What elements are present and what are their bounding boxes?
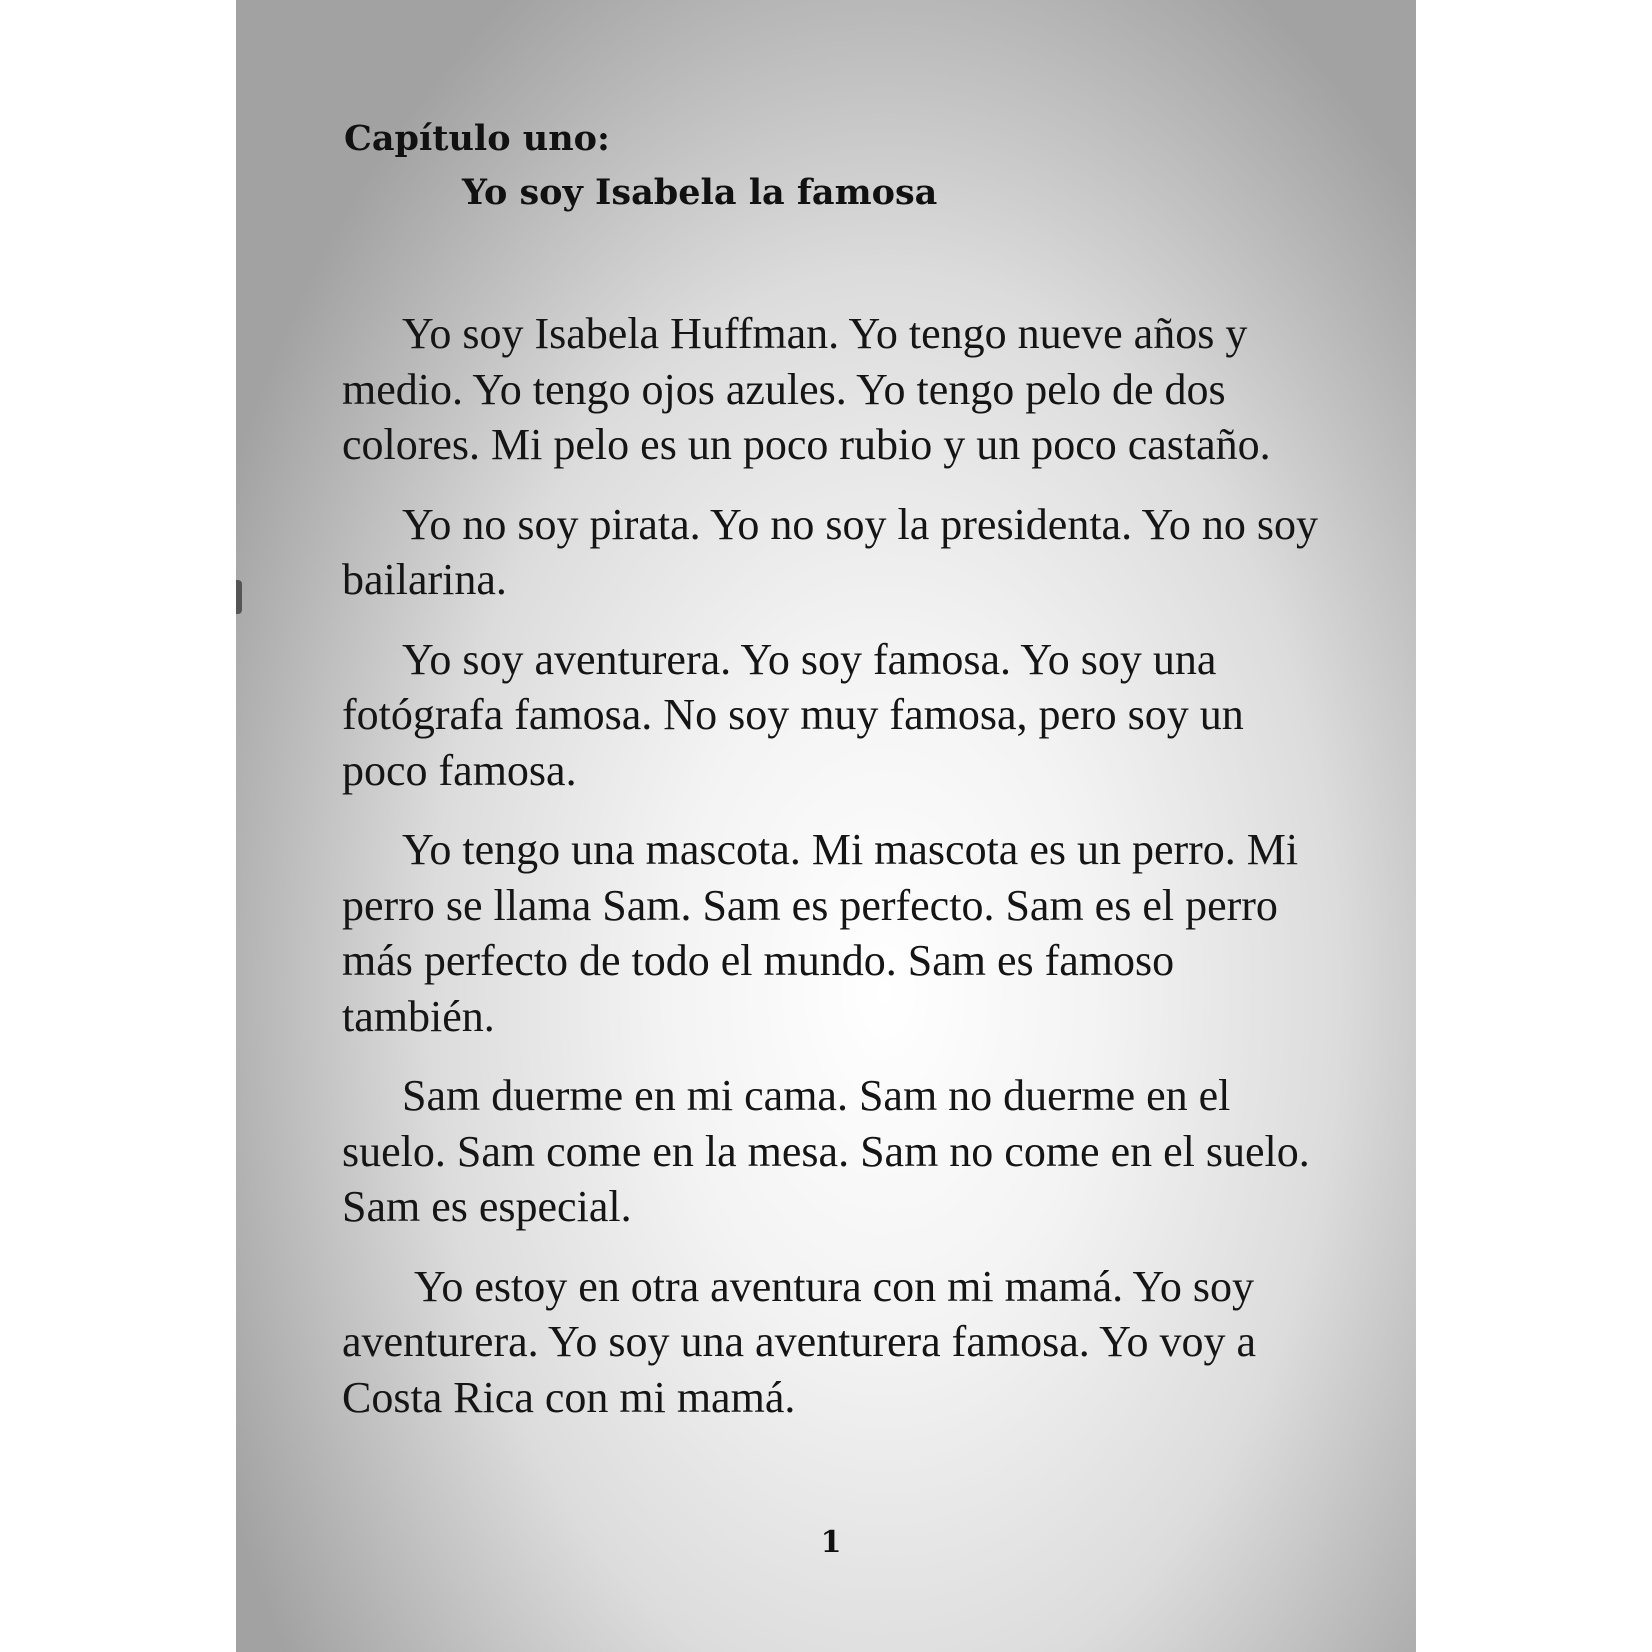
paragraph: Yo soy aventurera. Yo soy famosa. Yo soy una fotógrafa famosa. No soy muy famosa, pero soy un poco famosa. xyxy=(342,634,1244,795)
book-page xyxy=(236,0,1416,1652)
chapter-label: Capítulo uno: xyxy=(344,118,610,159)
paragraph: Yo soy Isabela Huffman. Yo tengo nueve años y medio. Yo tengo ojos azules. Yo tengo pelo de dos colores. Mi pelo es un poco rubio y un poco castaño. xyxy=(342,309,1271,469)
chapter-heading xyxy=(344,112,937,220)
page-number: 1 xyxy=(820,1525,842,1560)
chapter-title: Yo soy Isabela la famosa xyxy=(462,172,938,213)
paragraph: Yo tengo una mascota. Mi mascota es un perro. Mi perro se llama Sam. Sam es perfecto. Sam es el perro más perfecto de todo el mundo. Sam es famoso también. xyxy=(342,825,1299,1041)
paragraph: Yo estoy en otra aventura con mi mamá. Yo soy aventurera. Yo soy una aventurera famosa. Yo voy a Costa Rica con mi mamá. xyxy=(342,1261,1257,1422)
paragraph: Yo no soy pirata. Yo no soy la presidenta. Yo no soy bailarina. xyxy=(342,499,1318,604)
chapter-body xyxy=(342,306,1328,1449)
paragraph: Sam duerme en mi cama. Sam no duerme en el suelo. Sam come en la mesa. Sam no come en el suelo. Sam es especial. xyxy=(342,1071,1310,1231)
